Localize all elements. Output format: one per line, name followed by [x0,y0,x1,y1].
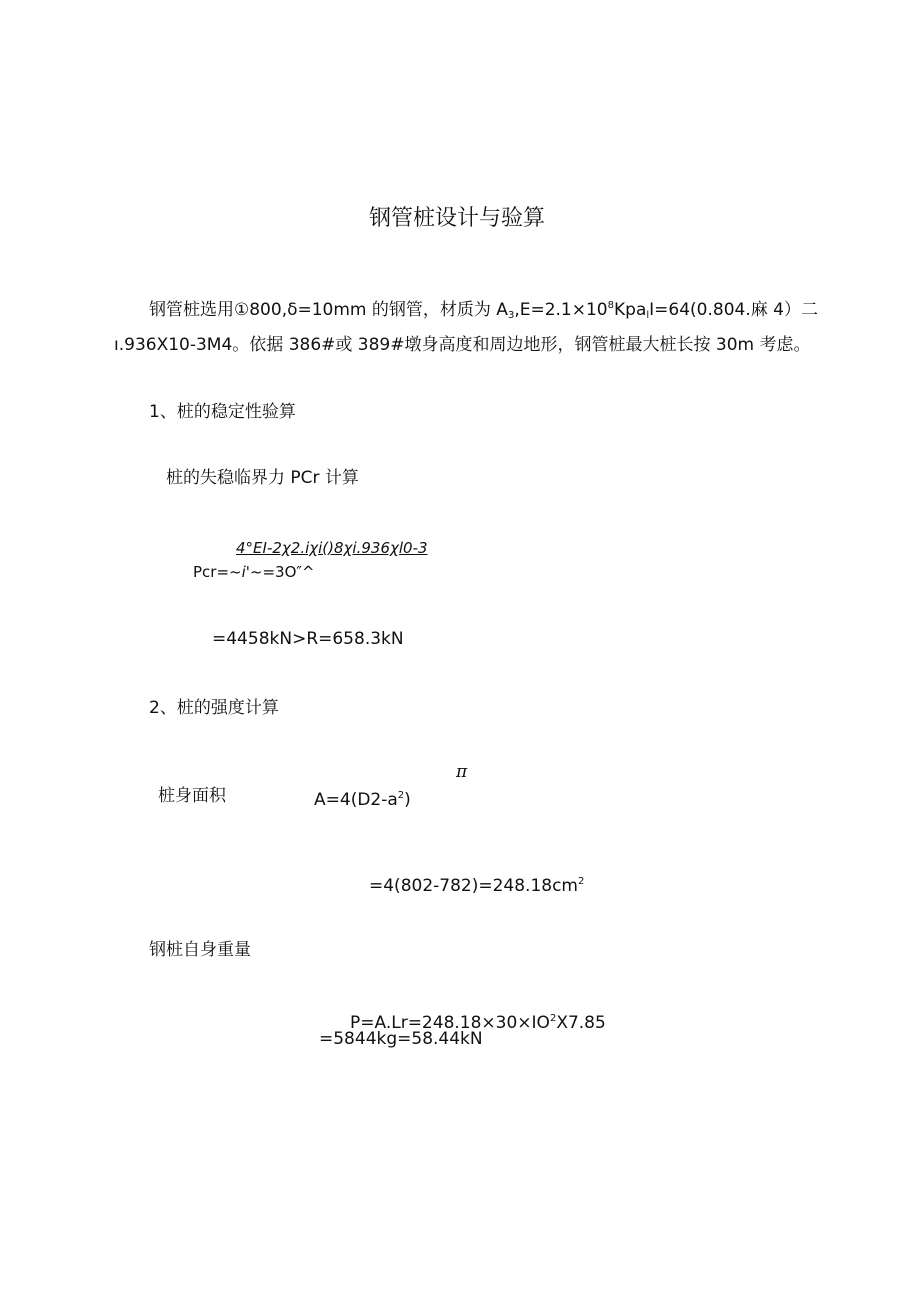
weight-label: 钢桩自身重量 [149,940,251,960]
intro-text-d: I=64(0.804.麻 4）二 [649,300,818,320]
area-result-superscript: 2 [578,876,585,887]
intro-superscript-8: 8 [607,300,614,311]
pcr-formula-right: ~=3O″^ [249,563,315,581]
pcr-result: =4458kN>R=658.3kN [212,629,404,649]
pcr-formula-left: Pcr=~ [193,563,242,581]
intro-text-a: 钢管桩选用①800,δ=10mm 的钢管，材质为 A [149,300,508,320]
weight-result: =5844kg=58.44kN [319,1029,483,1049]
area-result-text: =4(802-782)=248.18cm [369,876,578,896]
intro-text-c: Kpa [614,300,647,320]
area-formula-b: ) [404,790,411,810]
page-title: 钢管桩设计与验算 [369,206,546,231]
intro-subscript-3: 3 [507,310,515,321]
area-label: 桩身面积 [158,786,226,806]
weight-formula-a: P=A.Lr=248.18×30×IO [350,1013,550,1033]
intro-paragraph-line-1 [149,296,818,326]
pcr-formula [193,562,315,582]
intro-text-b: ,E=2.1×10 [514,300,608,320]
pcr-numerator-text: 4°EI-2χ2.iχi()8χi.936χl0-3 [236,539,428,557]
section-2-heading: 2、桩的强度计算 [149,698,279,718]
area-formula-superscript: 2 [397,790,405,801]
weight-formula-superscript: 2 [549,1013,557,1024]
weight-formula-b: X7.85 [556,1013,606,1033]
intro-paragraph-line-2: ı.936X10-3M4。依据 386#或 389#墩身高度和周边地形，钢管桩最大桩长按 30m 考虑。 [114,335,811,355]
area-formula-a: A=4(D2-a [314,790,398,810]
pcr-formula-numerator [236,538,428,558]
area-result [369,872,584,896]
intro-subscript-l: l [646,310,650,321]
pcr-formula-italic: i' [241,563,250,581]
area-formula [314,786,411,810]
section-1-subheading: 桩的失稳临界力 PCr 计算 [166,468,359,488]
pi-symbol: π [456,762,468,782]
section-1-heading: 1、桩的稳定性验算 [149,402,296,422]
